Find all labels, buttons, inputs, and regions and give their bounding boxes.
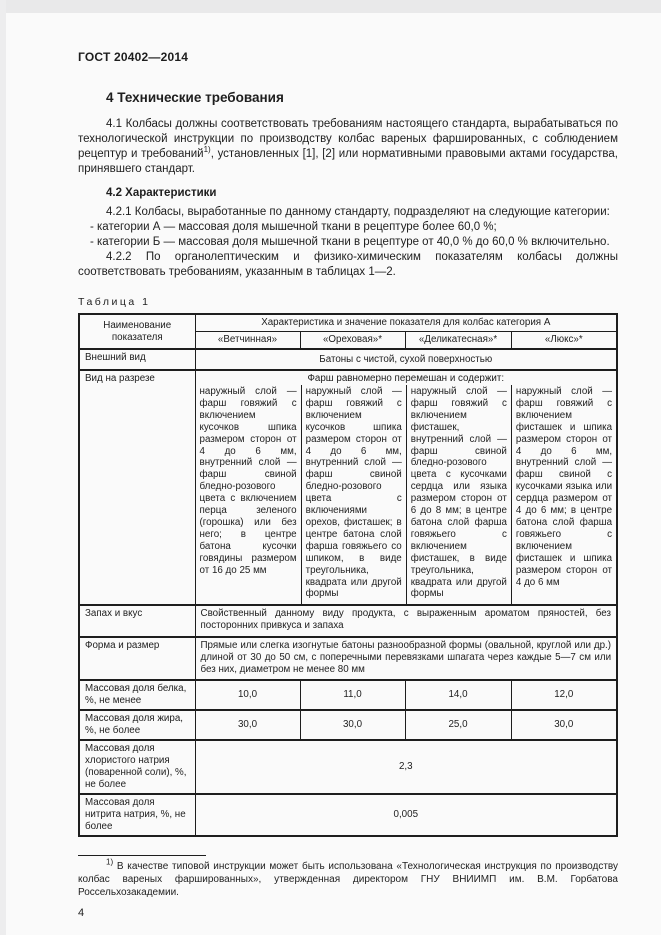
footnote-body: В качестве типовой инструкции может быть использована «Технологическая инструкция по производству колбас вареных фаршированных», утвержденная директором ГНУ ВНИИМП им. В.М. Горбатова Россельхозакадемии. (78, 861, 618, 899)
row-label-fat: Массовая доля жира, %, не более (79, 710, 195, 740)
cut-view-col-lyuks: наружный слой — фарш говяжий с включением фисташек и шпика размером сторон от 4 до 6 мм, внутренний слой — фарш свиной с кусочками языка или сердца размером от 4 до 6 мм; в центре батона слой фарша говяжьего с включением фисташек и шпика размером сторон от 4 до 6 мм (511, 385, 616, 604)
table-row-form-size (79, 637, 617, 680)
row-label-form-size: Форма и размер (79, 637, 195, 680)
footnote-divider (78, 855, 206, 856)
paragraph-4-1-tail: , установленных [1], [2] или нормативными правовыми актами государства, принявшего стандарт. (78, 148, 618, 175)
column-header-brand-4: «Люкс»* (511, 332, 617, 350)
cut-view-col-orekhovaya: наружный слой — фарш говяжий с включением кусочков шпика размером сторон от 4 до 6 мм, внутренний слой — фарш свиной бледно-розового цвета с включениями орехов, фисташек; в центре батона слой фарша говяжьего со шпиком, в виде треугольника, квадрата или другой формы (301, 385, 406, 604)
table-row-salt (79, 740, 617, 794)
list-item-category-a: - категории А — массовая доля мышечной ткани в рецептуре более 60,0 %; (90, 221, 497, 233)
subsection-title: 4.2 Характеристики (106, 187, 217, 199)
table-row-smell-taste (79, 605, 617, 637)
cell-protein-1: 10,0 (195, 680, 300, 710)
cell-protein-3: 14,0 (405, 680, 511, 710)
footnote-block (78, 855, 618, 899)
column-header-brand-1: «Ветчинная» (195, 332, 300, 350)
footnote-marker: 1) (106, 857, 114, 867)
cell-salt-value: 2,3 (195, 740, 617, 794)
section-title: 4 Технические требования (106, 90, 284, 105)
cell-form-size-value: Прямые или слегка изогнутые батоны разнообразной формы (овальной, круглой или др.) длиной от 30 до 50 см, с поперечными перевязками шпагата через каждые 5—7 см или без них, диаметром не менее 80 мм (195, 637, 617, 680)
row-label-smell-taste: Запах и вкус (79, 605, 195, 637)
row-label-appearance: Внешний вид (79, 349, 195, 370)
list-item-category-b: - категории Б — массовая доля мышечной ткани в рецептуре от 40,0 % до 60,0 % включительно. (90, 236, 610, 248)
page-content (78, 50, 618, 919)
cell-nitrite-value: 0,005 (195, 794, 617, 836)
cell-protein-2: 11,0 (300, 680, 405, 710)
cell-protein-4: 12,0 (511, 680, 617, 710)
paragraph-4-2-2: 4.2.2 По органолептическим и физико-химическим показателям колбасы должны соответствовать требованиям, указанным в таблицах 1—2. (78, 251, 618, 278)
scan-edge-top (0, 0, 661, 13)
table-row-nitrite (79, 794, 617, 836)
cut-view-col-delikatesnaya: наружный слой — фарш говяжий с включением фисташек, внутренний слой — фарш свиной бледно-розового цвета с кусочками сердца или языка размером сторон от 6 до 8 мм; в центре батона слой фарша говяжьего с включением фисташек, в виде треугольника, квадрата или другой формы (406, 385, 511, 604)
cell-appearance-value: Батоны с чистой, сухой поверхностью (195, 349, 617, 370)
table-header-row-1 (79, 314, 617, 332)
row-label-nitrite: Массовая доля нитрита натрия, %, не более (79, 794, 195, 836)
footnote-text (78, 857, 618, 899)
column-header-brand-2: «Ореховая»* (300, 332, 405, 350)
paragraph-4-1-text: 4.1 Колбасы должны соответствовать требованиям настоящего стандарта, вырабатываться по технологической инструкции по производству колбас вареных фаршированных, с соблюдением рецептур и требований (78, 118, 618, 160)
cut-view-intro: Фарш равномерно перемешан и содержит: (307, 373, 505, 384)
cell-smell-taste-value: Свойственный данному виду продукта, с выраженным ароматом пряностей, без посторонних привкуса и запаха (195, 605, 617, 637)
row-label-salt: Массовая доля хлористого натрия (поваренной соли), %, не более (79, 740, 195, 794)
scan-edge-left (0, 0, 6, 935)
cut-view-col-vetchinnaya: наружный слой — фарш говяжий с включением кусочков шпика размером сторон от 4 до 6 мм, внутренний слой — фарш свиной бледно-розового цвета с включением перца зеленого (горошка) или без него; в центре батона кусочки говядины размером от 16 до 25 мм (199, 386, 297, 576)
row-label-protein: Массовая доля белка, %, не менее (79, 680, 195, 710)
paragraph-4-1 (78, 117, 618, 177)
cut-view-columns (196, 385, 617, 604)
row-label-cut-view: Вид на разрезе (79, 370, 195, 605)
column-header-name: Наименование показателя (103, 319, 172, 343)
page-number: 4 (78, 907, 85, 920)
cell-fat-4: 30,0 (511, 710, 617, 740)
cell-fat-3: 25,0 (405, 710, 511, 740)
column-header-span: Характеристика и значение показателя для колбас категория А (195, 314, 617, 332)
table-row-appearance (79, 349, 617, 370)
cell-fat-2: 30,0 (300, 710, 405, 740)
table-caption: Таблица 1 (78, 296, 151, 308)
column-header-brand-3: «Деликатесная»* (405, 332, 511, 350)
table-1 (78, 313, 618, 837)
table-row-cut-view (79, 370, 617, 605)
footnote-ref-marker: 1) (203, 145, 211, 155)
document-header: ГОСТ 20402—2014 (78, 50, 189, 64)
cell-cut-view (195, 370, 617, 605)
paragraph-4-2-1: 4.2.1 Колбасы, выработанные по данному стандарту, подразделяют на следующие категории: (106, 206, 610, 218)
table-row-protein (79, 680, 617, 710)
cell-fat-1: 30,0 (195, 710, 300, 740)
table-row-fat (79, 710, 617, 740)
